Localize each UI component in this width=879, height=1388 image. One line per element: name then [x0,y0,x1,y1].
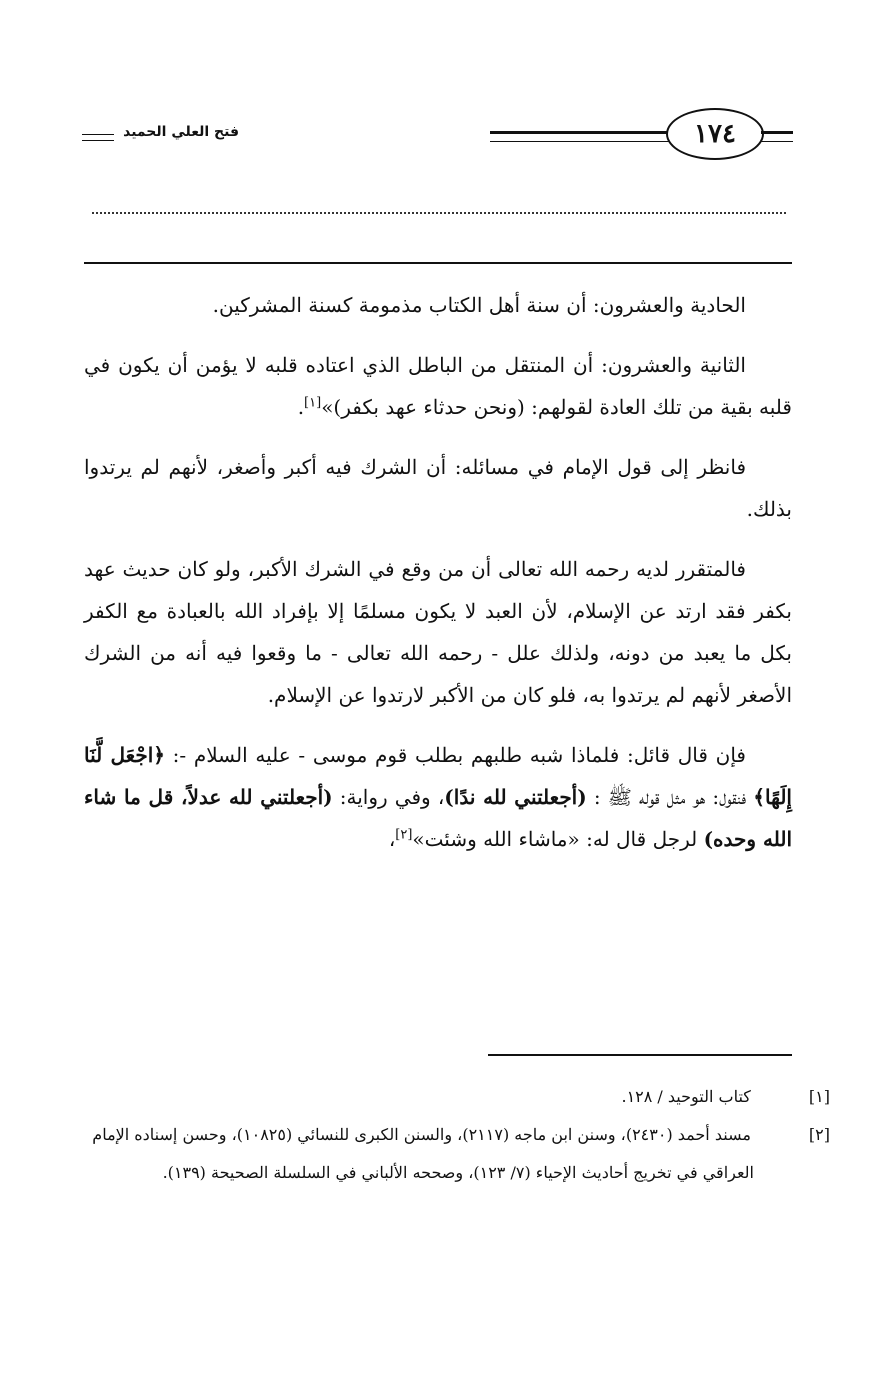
hadith-quote: (أجعلتني لله ندًا) [444,785,587,809]
main-text [84,284,792,878]
header-rule-end [761,131,793,142]
paragraph [84,446,792,530]
footnote-rule [488,1054,792,1056]
footnote [84,1116,830,1192]
paragraph [84,734,792,860]
footnote-ref: [٢] [395,827,413,843]
page-number: ١٧٤ [694,119,736,149]
footnote-text: مسند أحمد (٢٤٣٠)، وسنن ابن ماجه (٢١١٧)، والسنن الكبرى للنسائي (١٠٨٢٥)، وحسن إسناده الإمام العراقي في تخريج أحاديث الإحياء (٧/ ١٢٣)، وصححه الألباني في السلسلة الصحيحة (١٣٩). [92,1125,754,1182]
page-number-oval [666,108,764,160]
footnotes [84,1078,830,1192]
paragraph-text: الثانية والعشرون: أن المنتقل من الباطل الذي اعتاده قلبه لا يؤمن أن يكون في قلبه بقية من تلك العادة لقولهم: (ونحن حدثاء عهد بكفر)» [84,353,792,419]
footnote-number: [١] [808,1087,830,1106]
quran-quote: ﴿اجْعَل لَّنَا إِلَهًا﴾ [84,743,792,809]
footnote-number: [٢] [808,1125,830,1144]
footnote-ref: [١] [304,395,322,411]
paragraph-text: فالمتقرر لديه رحمه الله تعالى أن من وقع في الشرك الأكبر، ولو كان حديث عهد بكفر فقد ارتد عن الإسلام، لأن العبد لا يكون مسلمًا إلا بإفراد الله بالعبادة مع الكفر بكل ما يعبد من دونه، ولذلك علل - رحمه الله تعالى - ما وقعوا فيه أنه من الشرك الأصغر لأنهم لم يرتدوا به، فلو كان من الأكبر لارتدوا عن الإسلام. [84,557,792,707]
header-rule [490,131,670,142]
footnote [84,1078,830,1116]
paragraph [84,344,792,428]
paragraph-text: فإن قال قائل: فلماذا شبه طلبهم بطلب قوم موسى - عليه السلام -: [172,743,746,767]
paragraph-end: ، [388,827,396,851]
running-title: فتح العلي الحميد [123,124,239,140]
content-rule [84,262,792,264]
footnote-text: كتاب التوحيد / ١٢٨. [621,1087,751,1106]
hadith-quote: (أجعلتني لله عدلاً، قل ما شاء الله وحده) [84,785,792,851]
paragraph [84,548,792,716]
paragraph [84,284,792,326]
dotted-separator [92,212,786,214]
paragraph-text: فنقول: هو مثل قوله ﷺ : [593,785,747,809]
paragraph-text: لرجل قال له: «ماشاء الله وشئت» [412,827,698,851]
paragraph-end: . [297,395,305,419]
paragraph-text: فانظر إلى قول الإمام في مسائله: أن الشرك فيه أكبر وأصغر، لأنهم لم يرتدوا بذلك. [84,455,792,521]
page-header [78,108,794,162]
title-ornament [82,134,114,141]
paragraph-text: الحادية والعشرون: أن سنة أهل الكتاب مذمومة كسنة المشركين. [212,293,746,317]
paragraph-text: ، وفي رواية: [339,785,445,809]
